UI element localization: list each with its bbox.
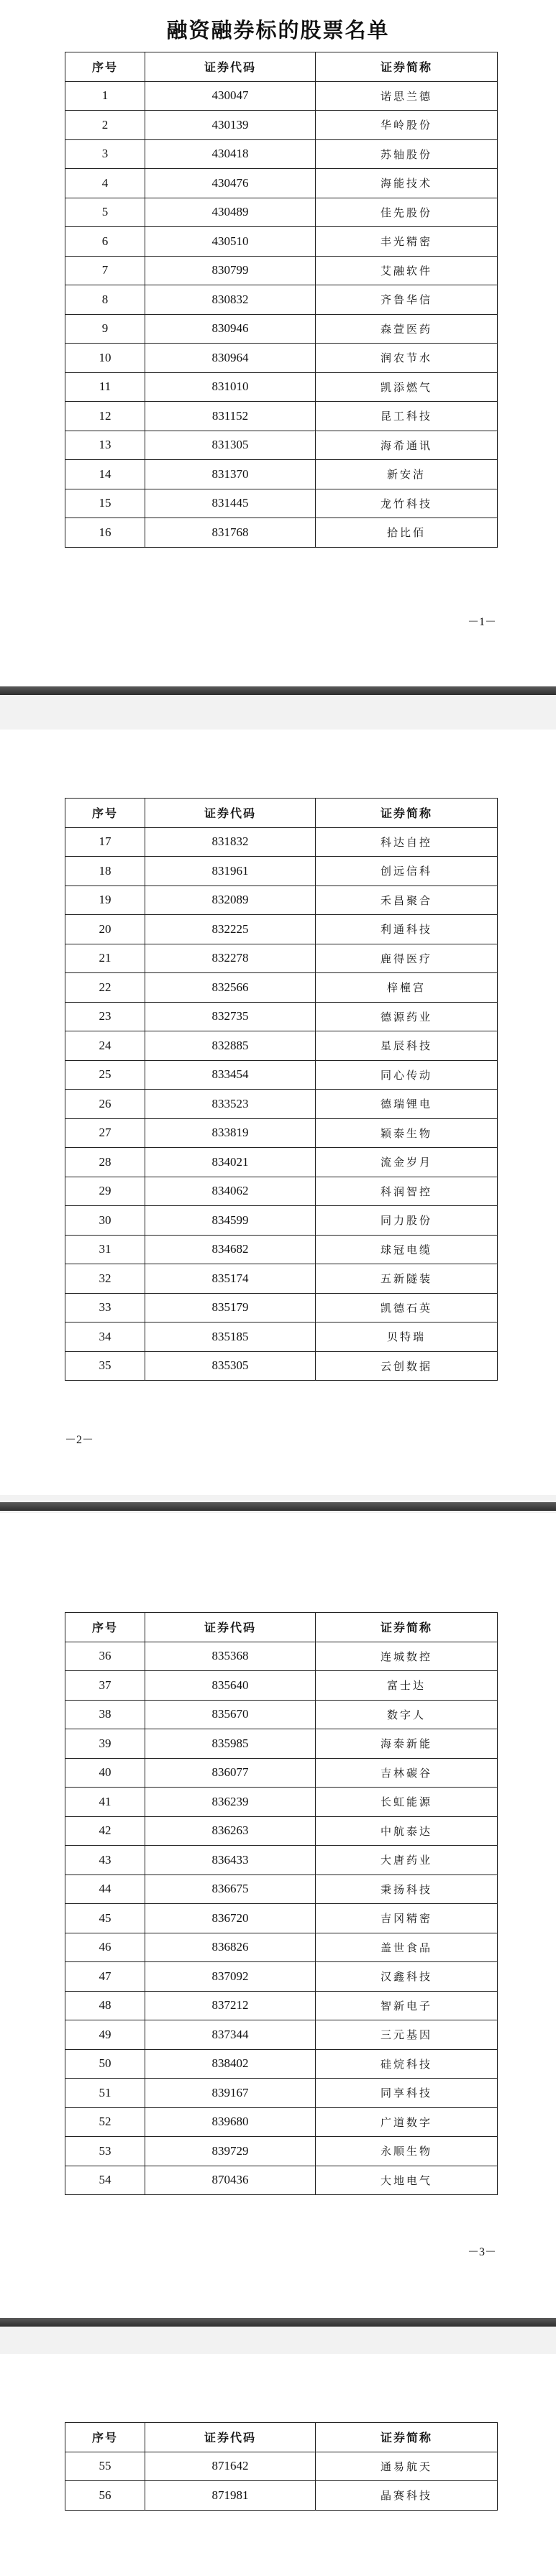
cell-name: 中航泰达	[316, 1816, 498, 1846]
table-row	[65, 1671, 498, 1701]
cell-seq: 41	[65, 1788, 145, 1817]
cell-seq: 3	[65, 139, 145, 169]
cell-seq: 43	[65, 1846, 145, 1875]
table-row	[65, 198, 498, 227]
table-row	[65, 1846, 498, 1875]
cell-seq: 55	[65, 2452, 145, 2481]
cell-code: 430047	[145, 81, 316, 111]
cell-name: 富士达	[316, 1671, 498, 1701]
cell-seq: 15	[65, 489, 145, 518]
cell-code: 833523	[145, 1090, 316, 1119]
cell-seq: 30	[65, 1206, 145, 1236]
cell-code: 835185	[145, 1322, 316, 1352]
cell-code: 834599	[145, 1206, 316, 1236]
cell-name: 海希通讯	[316, 431, 498, 460]
table-row	[65, 1642, 498, 1671]
cell-code: 836263	[145, 1816, 316, 1846]
cell-seq: 35	[65, 1351, 145, 1381]
table-row	[65, 1904, 498, 1933]
cell-name: 海能技术	[316, 169, 498, 198]
cell-code: 834682	[145, 1235, 316, 1264]
table-row	[65, 886, 498, 915]
cell-seq: 10	[65, 344, 145, 373]
cell-name: 佳先股份	[316, 198, 498, 227]
cell-name: 丰光精密	[316, 227, 498, 257]
header-name: 证券简称	[316, 1613, 498, 1642]
cell-seq: 28	[65, 1148, 145, 1177]
cell-name: 创远信科	[316, 857, 498, 886]
cell-code: 832566	[145, 973, 316, 1003]
header-name: 证券简称	[316, 52, 498, 82]
cell-code: 836826	[145, 1933, 316, 1962]
cell-seq: 40	[65, 1758, 145, 1788]
table-row	[65, 344, 498, 373]
cell-code: 830799	[145, 256, 316, 285]
cell-code: 839680	[145, 2107, 316, 2137]
cell-name: 润农节水	[316, 344, 498, 373]
cell-name: 森萱医药	[316, 314, 498, 344]
cell-seq: 16	[65, 518, 145, 548]
cell-seq: 56	[65, 2481, 145, 2511]
table-row	[65, 2137, 498, 2166]
cell-name: 贝特瑞	[316, 1322, 498, 1352]
cell-seq: 34	[65, 1322, 145, 1352]
cell-name: 华岭股份	[316, 111, 498, 140]
table-header-row	[65, 52, 498, 82]
cell-seq: 42	[65, 1816, 145, 1846]
cell-code: 835368	[145, 1642, 316, 1671]
cell-code: 430510	[145, 227, 316, 257]
cell-name: 利通科技	[316, 915, 498, 944]
cell-code: 834021	[145, 1148, 316, 1177]
cell-code: 835985	[145, 1729, 316, 1759]
cell-seq: 9	[65, 314, 145, 344]
cell-code: 836720	[145, 1904, 316, 1933]
table-row	[65, 827, 498, 857]
page-separator-bar	[0, 2318, 556, 2327]
table-row	[65, 1933, 498, 1962]
cell-seq: 14	[65, 460, 145, 489]
cell-name: 德瑞锂电	[316, 1090, 498, 1119]
cell-code: 430476	[145, 169, 316, 198]
table-row	[65, 1874, 498, 1904]
cell-seq: 11	[65, 372, 145, 402]
page-separator	[0, 2318, 556, 2358]
cell-seq: 13	[65, 431, 145, 460]
table-row	[65, 1816, 498, 1846]
page-2	[0, 730, 556, 1506]
table-row	[65, 2481, 498, 2511]
cell-code: 871981	[145, 2481, 316, 2511]
table-row	[65, 1177, 498, 1206]
cell-code: 836077	[145, 1758, 316, 1788]
cell-code: 430489	[145, 198, 316, 227]
cell-name: 齐鲁华信	[316, 285, 498, 315]
cell-seq: 24	[65, 1031, 145, 1061]
table-row	[65, 1118, 498, 1148]
stock-table	[65, 798, 498, 1381]
table-row	[65, 915, 498, 944]
table-row	[65, 1322, 498, 1352]
table-row	[65, 169, 498, 198]
cell-code: 835174	[145, 1264, 316, 1294]
cell-seq: 4	[65, 169, 145, 198]
cell-name: 吉冈精密	[316, 1904, 498, 1933]
page-number: －2－	[65, 1434, 94, 1446]
table-row	[65, 944, 498, 973]
cell-name: 新安洁	[316, 460, 498, 489]
cell-name: 科达自控	[316, 827, 498, 857]
cell-name: 云创数据	[316, 1351, 498, 1381]
cell-seq: 53	[65, 2137, 145, 2166]
cell-seq: 31	[65, 1235, 145, 1264]
cell-code: 832278	[145, 944, 316, 973]
page-number: －1－	[468, 616, 497, 628]
cell-seq: 19	[65, 886, 145, 915]
cell-code: 832735	[145, 1002, 316, 1031]
cell-name: 连城数控	[316, 1642, 498, 1671]
header-seq: 序号	[65, 52, 145, 82]
cell-name: 拾比佰	[316, 518, 498, 548]
cell-seq: 46	[65, 1933, 145, 1962]
stock-table	[65, 52, 498, 548]
cell-name: 同力股份	[316, 1206, 498, 1236]
cell-name: 盖世食品	[316, 1933, 498, 1962]
cell-seq: 2	[65, 111, 145, 140]
table-row	[65, 139, 498, 169]
cell-name: 昆工科技	[316, 402, 498, 431]
cell-seq: 47	[65, 1962, 145, 1992]
cell-name: 同心传动	[316, 1060, 498, 1090]
page-separator-bar	[0, 686, 556, 695]
cell-code: 831305	[145, 431, 316, 460]
document-title: 融资融券标的股票名单	[166, 18, 390, 42]
cell-code: 833819	[145, 1118, 316, 1148]
header-code: 证券代码	[145, 799, 316, 828]
table-row	[65, 256, 498, 285]
cell-seq: 33	[65, 1293, 145, 1322]
cell-seq: 21	[65, 944, 145, 973]
page-number: －3－	[468, 2246, 497, 2258]
table-row	[65, 1060, 498, 1090]
cell-seq: 17	[65, 827, 145, 857]
cell-code: 837092	[145, 1962, 316, 1992]
table-row	[65, 460, 498, 489]
cell-seq: 38	[65, 1700, 145, 1729]
header-seq: 序号	[65, 799, 145, 828]
cell-code: 835179	[145, 1293, 316, 1322]
cell-code: 835640	[145, 1671, 316, 1701]
cell-code: 837344	[145, 2020, 316, 2050]
cell-name: 通易航天	[316, 2452, 498, 2481]
table-row	[65, 285, 498, 315]
cell-name: 凯德石英	[316, 1293, 498, 1322]
page-1	[0, 0, 556, 686]
table-row	[65, 314, 498, 344]
cell-code: 839167	[145, 2079, 316, 2108]
table-row	[65, 857, 498, 886]
table-row	[65, 81, 498, 111]
cell-name: 吉林碳谷	[316, 1758, 498, 1788]
table-row	[65, 1991, 498, 2020]
table-row	[65, 1729, 498, 1759]
cell-seq: 51	[65, 2079, 145, 2108]
table-row	[65, 111, 498, 140]
cell-code: 836675	[145, 1874, 316, 1904]
cell-name: 大地电气	[316, 2166, 498, 2195]
cell-code: 835305	[145, 1351, 316, 1381]
cell-seq: 25	[65, 1060, 145, 1090]
table-row	[65, 402, 498, 431]
table-row	[65, 2166, 498, 2195]
cell-seq: 29	[65, 1177, 145, 1206]
cell-code: 836433	[145, 1846, 316, 1875]
cell-code: 831370	[145, 460, 316, 489]
cell-seq: 32	[65, 1264, 145, 1294]
cell-name: 苏轴股份	[316, 139, 498, 169]
cell-seq: 5	[65, 198, 145, 227]
cell-name: 长虹能源	[316, 1788, 498, 1817]
cell-seq: 39	[65, 1729, 145, 1759]
cell-name: 五新隧装	[316, 1264, 498, 1294]
table-row	[65, 1293, 498, 1322]
cell-code: 430139	[145, 111, 316, 140]
table-row	[65, 1090, 498, 1119]
cell-seq: 52	[65, 2107, 145, 2137]
stock-table	[65, 2422, 498, 2511]
cell-code: 834062	[145, 1177, 316, 1206]
cell-seq: 26	[65, 1090, 145, 1119]
cell-seq: 6	[65, 227, 145, 257]
cell-seq: 7	[65, 256, 145, 285]
header-seq: 序号	[65, 2423, 145, 2452]
table-header-row	[65, 2423, 498, 2452]
cell-seq: 36	[65, 1642, 145, 1671]
table-row	[65, 973, 498, 1003]
cell-seq: 20	[65, 915, 145, 944]
cell-code: 832089	[145, 886, 316, 915]
cell-name: 智新电子	[316, 1991, 498, 2020]
table-row	[65, 1758, 498, 1788]
cell-code: 833454	[145, 1060, 316, 1090]
cell-seq: 1	[65, 81, 145, 111]
cell-code: 835670	[145, 1700, 316, 1729]
cell-name: 汉鑫科技	[316, 1962, 498, 1992]
cell-name: 颖泰生物	[316, 1118, 498, 1148]
header-code: 证券代码	[145, 2423, 316, 2452]
cell-name: 海泰新能	[316, 1729, 498, 1759]
cell-name: 晶赛科技	[316, 2481, 498, 2511]
table-row	[65, 1788, 498, 1817]
cell-seq: 49	[65, 2020, 145, 2050]
cell-name: 流金岁月	[316, 1148, 498, 1177]
cell-code: 836239	[145, 1788, 316, 1817]
cell-code: 830964	[145, 344, 316, 373]
cell-name: 诺思兰德	[316, 81, 498, 111]
table-row	[65, 1148, 498, 1177]
table-row	[65, 1962, 498, 1992]
table-row	[65, 1264, 498, 1294]
page-4	[0, 2354, 556, 2576]
cell-name: 永顺生物	[316, 2137, 498, 2166]
table-row	[65, 1002, 498, 1031]
cell-name: 大唐药业	[316, 1846, 498, 1875]
cell-seq: 37	[65, 1671, 145, 1701]
cell-code: 831961	[145, 857, 316, 886]
page-3	[0, 1513, 556, 2318]
cell-name: 同享科技	[316, 2079, 498, 2108]
cell-seq: 44	[65, 1874, 145, 1904]
table-header-row	[65, 1613, 498, 1642]
cell-code: 831768	[145, 518, 316, 548]
cell-name: 龙竹科技	[316, 489, 498, 518]
cell-code: 832885	[145, 1031, 316, 1061]
table-row	[65, 2020, 498, 2050]
page-separator	[0, 686, 556, 730]
table-row	[65, 1351, 498, 1381]
cell-code: 832225	[145, 915, 316, 944]
cell-code: 830832	[145, 285, 316, 315]
table-row	[65, 227, 498, 257]
table-row	[65, 1206, 498, 1236]
cell-name: 禾昌聚合	[316, 886, 498, 915]
header-code: 证券代码	[145, 1613, 316, 1642]
cell-name: 鹿得医疗	[316, 944, 498, 973]
header-name: 证券简称	[316, 2423, 498, 2452]
cell-seq: 18	[65, 857, 145, 886]
cell-seq: 48	[65, 1991, 145, 2020]
header-seq: 序号	[65, 1613, 145, 1642]
table-header-row	[65, 799, 498, 828]
cell-name: 凯添燃气	[316, 372, 498, 402]
cell-name: 德源药业	[316, 1002, 498, 1031]
cell-code: 838402	[145, 2049, 316, 2079]
cell-name: 梓橦宫	[316, 973, 498, 1003]
header-name: 证券简称	[316, 799, 498, 828]
cell-name: 星辰科技	[316, 1031, 498, 1061]
table-row	[65, 431, 498, 460]
cell-seq: 27	[65, 1118, 145, 1148]
cell-seq: 50	[65, 2049, 145, 2079]
table-row	[65, 2107, 498, 2137]
cell-seq: 54	[65, 2166, 145, 2195]
cell-code: 839729	[145, 2137, 316, 2166]
cell-seq: 12	[65, 402, 145, 431]
cell-seq: 23	[65, 1002, 145, 1031]
table-row	[65, 1700, 498, 1729]
cell-name: 数字人	[316, 1700, 498, 1729]
cell-code: 831832	[145, 827, 316, 857]
cell-code: 430418	[145, 139, 316, 169]
cell-name: 三元基因	[316, 2020, 498, 2050]
table-row	[65, 1031, 498, 1061]
cell-name: 秉扬科技	[316, 1874, 498, 1904]
cell-name: 硅烷科技	[316, 2049, 498, 2079]
cell-seq: 45	[65, 1904, 145, 1933]
cell-code: 831152	[145, 402, 316, 431]
cell-code: 871642	[145, 2452, 316, 2481]
table-row	[65, 1235, 498, 1264]
cell-name: 球冠电缆	[316, 1235, 498, 1264]
stock-table	[65, 1612, 498, 2195]
table-row	[65, 489, 498, 518]
cell-name: 科润智控	[316, 1177, 498, 1206]
table-row	[65, 518, 498, 548]
table-row	[65, 2079, 498, 2108]
cell-code: 831445	[145, 489, 316, 518]
table-row	[65, 372, 498, 402]
header-code: 证券代码	[145, 52, 316, 82]
table-row	[65, 2049, 498, 2079]
cell-seq: 8	[65, 285, 145, 315]
cell-seq: 22	[65, 973, 145, 1003]
cell-code: 870436	[145, 2166, 316, 2195]
cell-name: 广道数字	[316, 2107, 498, 2137]
page-separator-bar	[0, 1502, 556, 1511]
table-row	[65, 2452, 498, 2481]
cell-code: 831010	[145, 372, 316, 402]
cell-name: 艾融软件	[316, 256, 498, 285]
cell-code: 830946	[145, 314, 316, 344]
cell-code: 837212	[145, 1991, 316, 2020]
